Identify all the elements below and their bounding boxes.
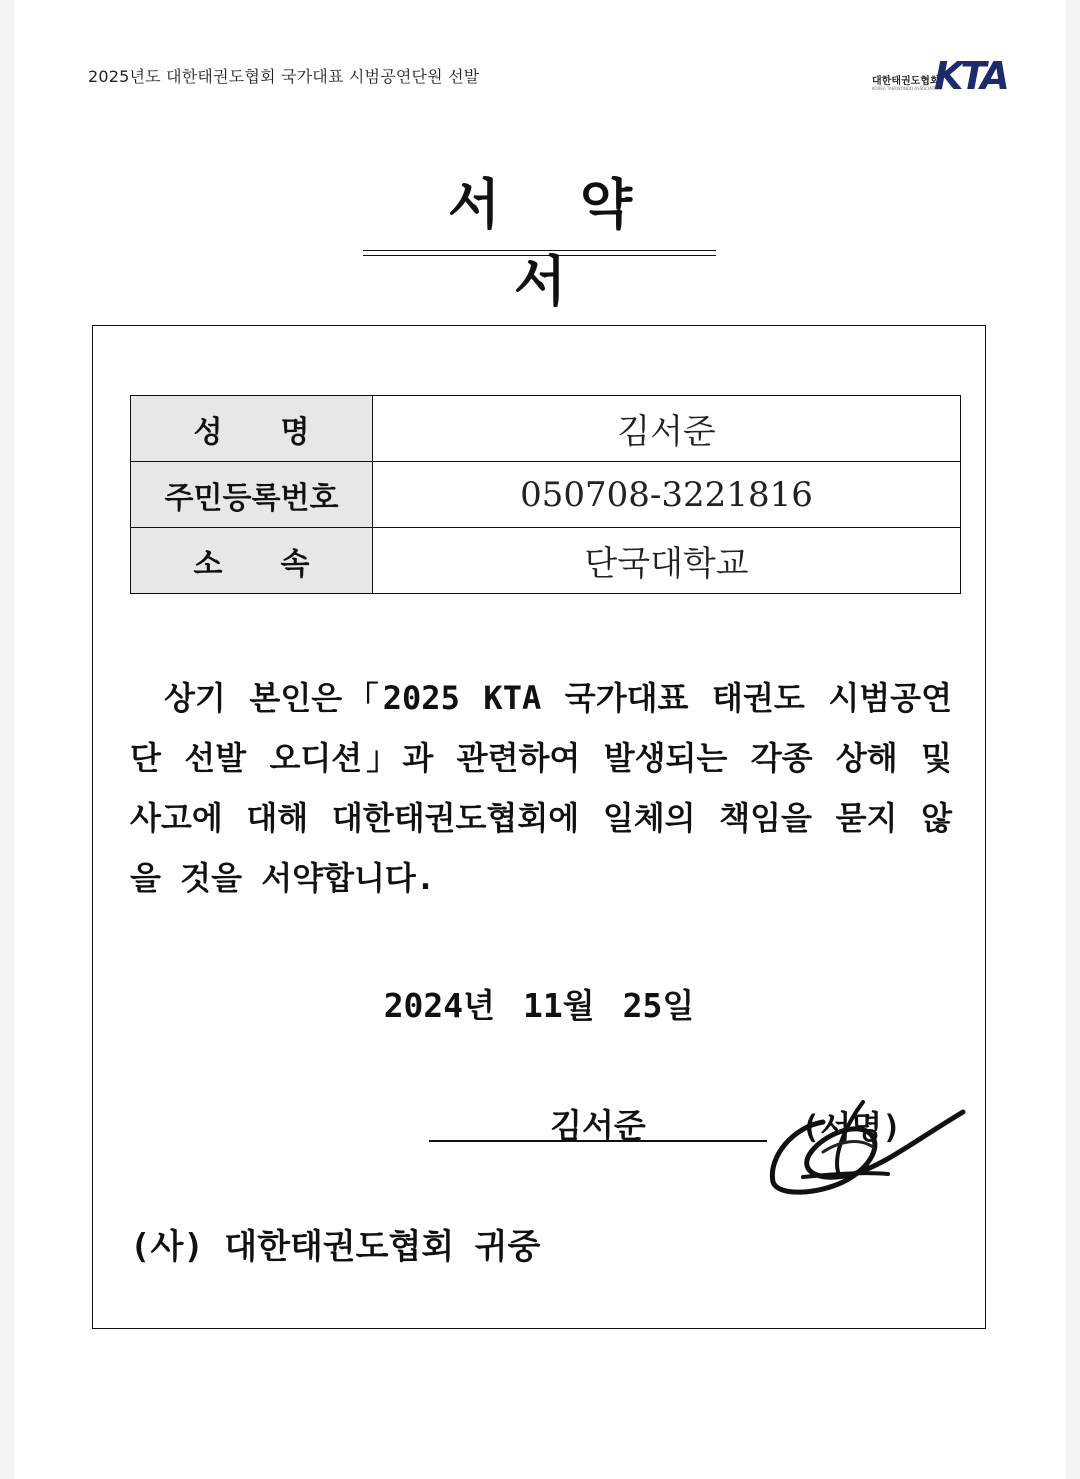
info-row-id (131, 462, 961, 528)
name-value: 김서준 (373, 396, 961, 462)
logo-assoc-name: 대한태권도협회 (872, 76, 940, 87)
logo-mark: KTA (934, 54, 1007, 98)
date-year: 2024년 (383, 986, 496, 1025)
pledge-box (92, 325, 986, 1329)
signer-name: 김서준 (550, 1106, 646, 1145)
recipient: (사) 대한태권도협회 귀중 (130, 1227, 541, 1267)
id-number-label: 주민등록번호 (131, 462, 373, 528)
handwritten-signature (763, 1082, 973, 1202)
affiliation-label: 소속 (131, 528, 373, 594)
info-table (130, 395, 961, 594)
info-row-affiliation (131, 528, 961, 594)
logo-sub-text: KOREA TAEKWONDO ASSOCIATION (872, 86, 942, 91)
kta-logo (872, 52, 1007, 100)
id-number-value: 050708-3221816 (373, 462, 961, 528)
info-row-name (131, 396, 961, 462)
pledge-date (93, 980, 985, 1027)
header-text: 2025년도 대한태권도협회 국가대표 시범공연단원 선발 (88, 67, 480, 86)
document-page (14, 0, 1066, 1479)
date-day: 25일 (622, 986, 695, 1025)
name-label: 성명 (131, 396, 373, 462)
sign-mark-label: (서명) (801, 1108, 902, 1146)
title-underline (363, 250, 716, 256)
signature-line (429, 1140, 767, 1142)
date-month: 11월 (523, 986, 595, 1025)
document-title: 서약서 (447, 172, 713, 313)
affiliation-value: 단국대학교 (373, 528, 961, 594)
pledge-body: 상기 본인은「2025 KTA 국가대표 태권도 시범공연단 선발 오디션」과 관련하여 발생되는 각종 상해 및 사고에 대해 대한태권도협회에 일체의 책임을 묻지 않을 것을 서약합니다. (130, 679, 952, 897)
